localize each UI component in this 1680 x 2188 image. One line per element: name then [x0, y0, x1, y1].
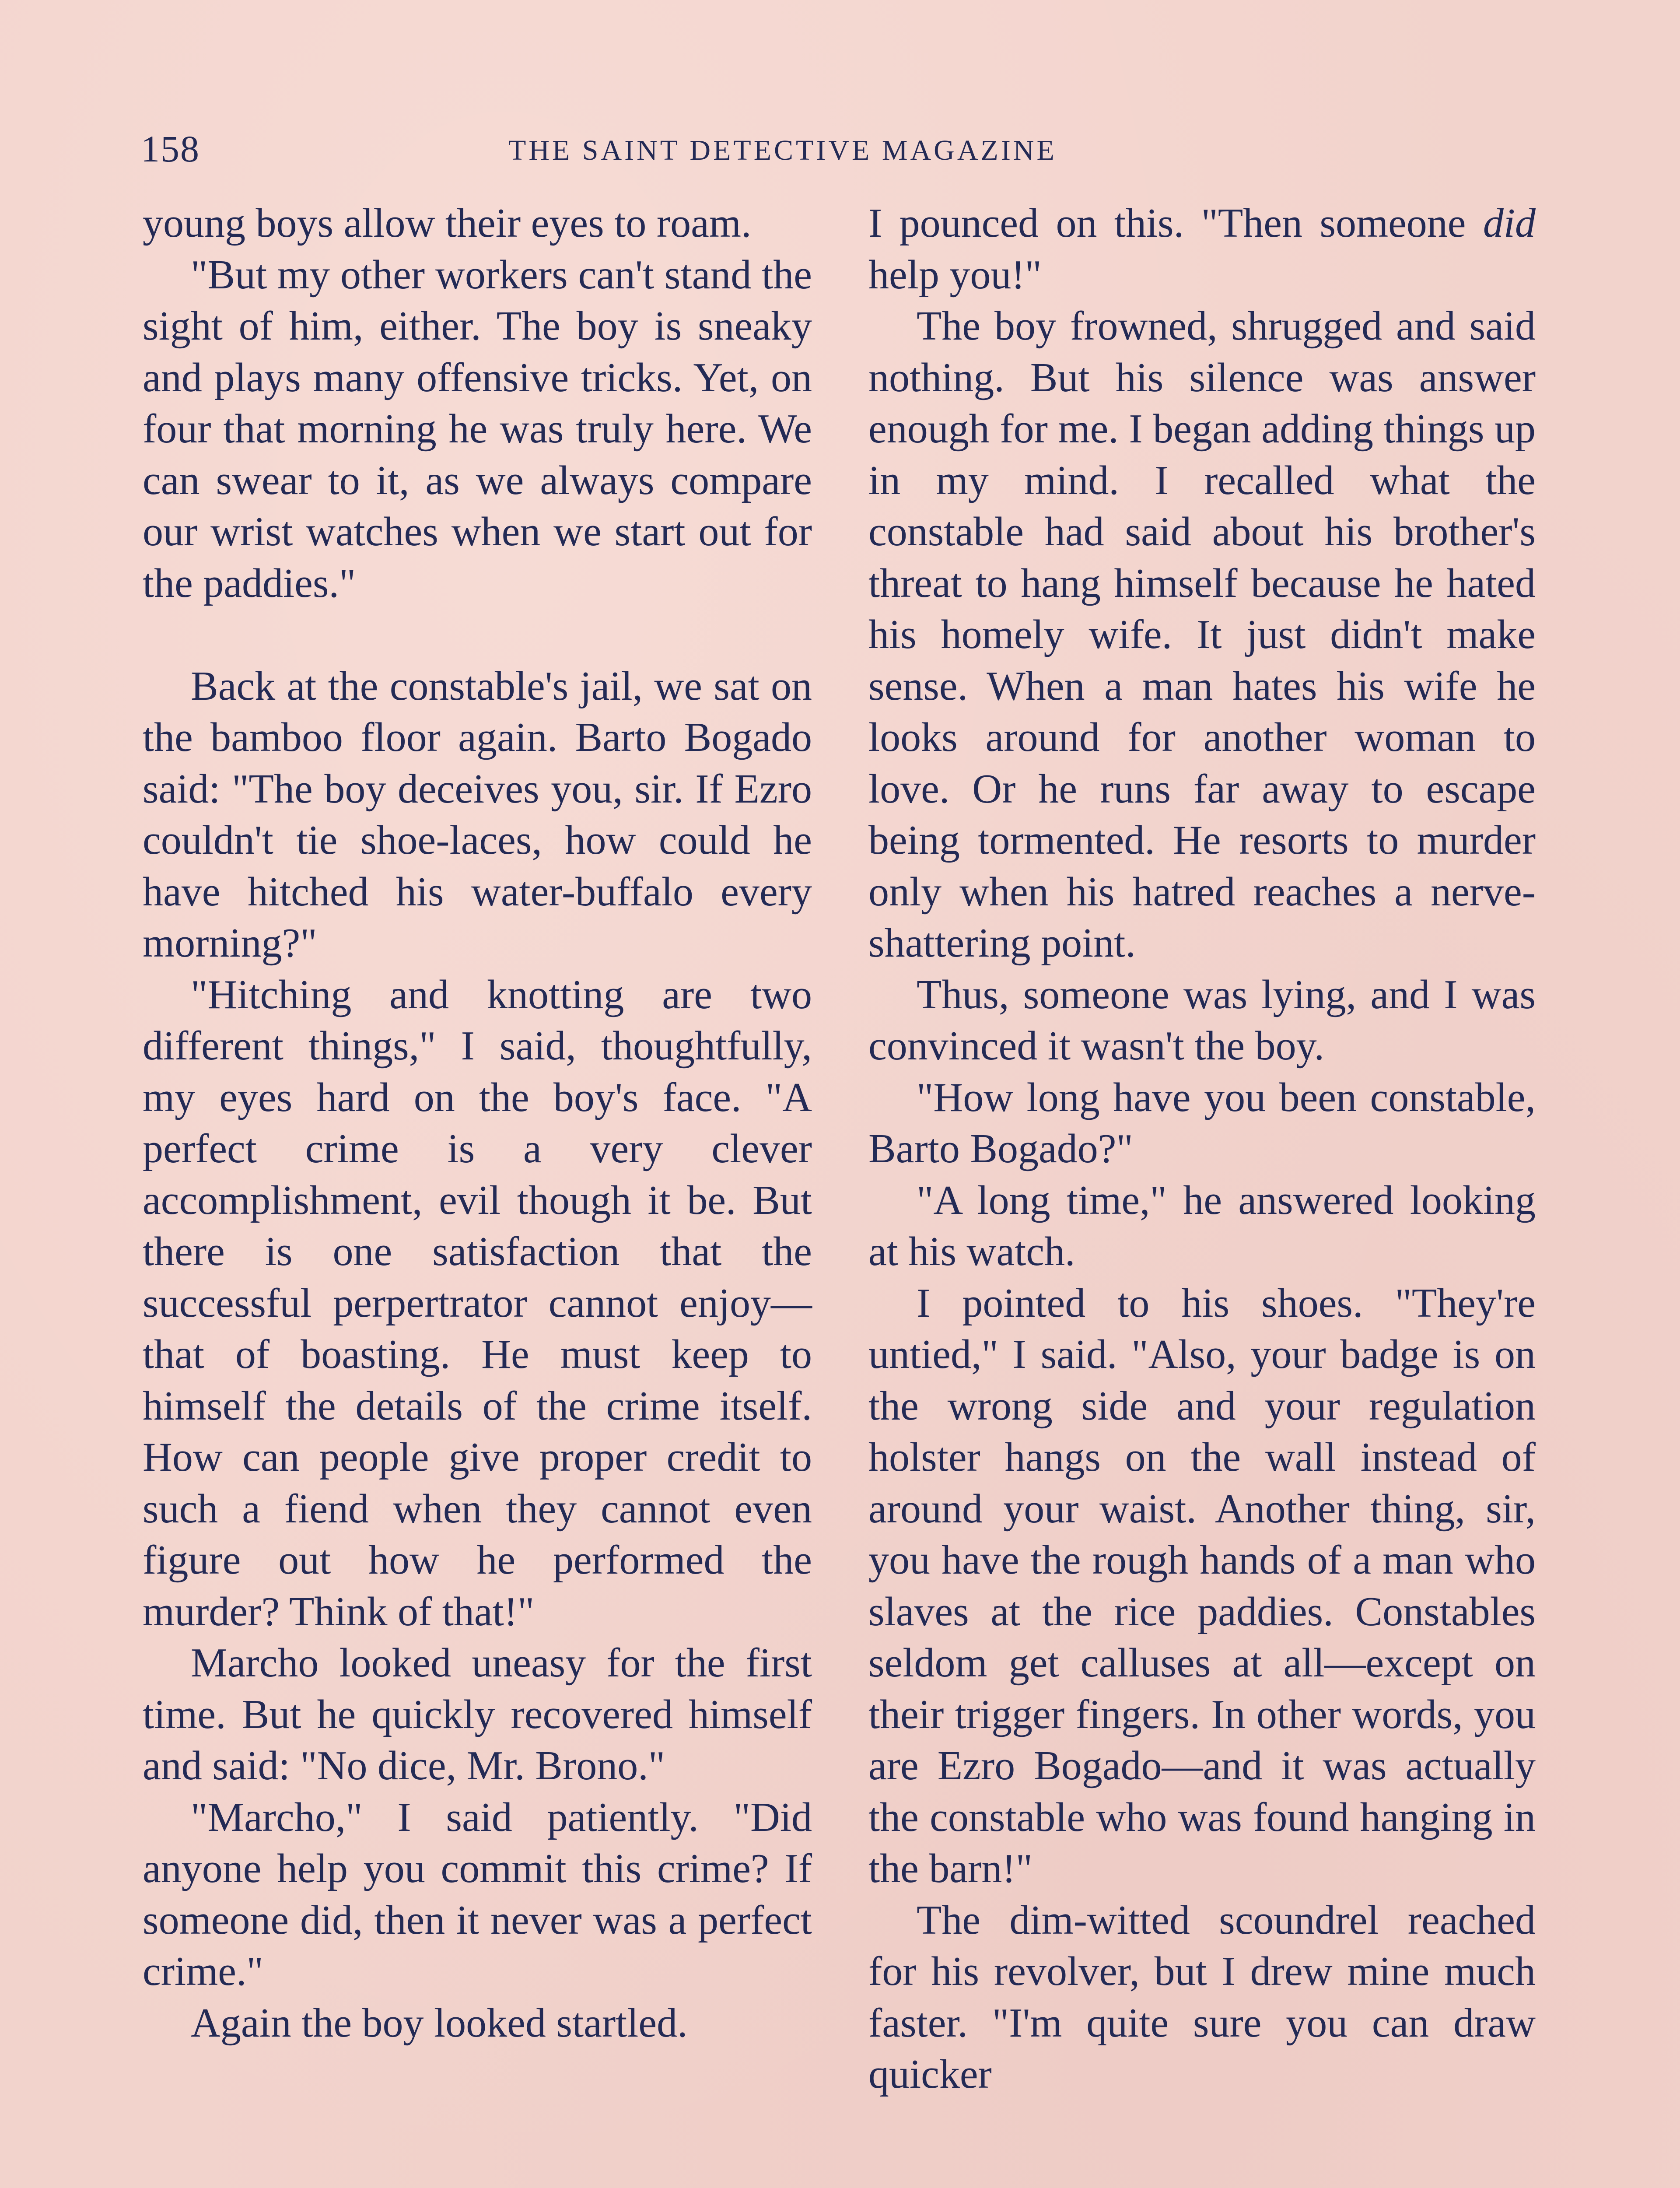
- paragraph: The dim-witted scoundrel reached for his revolver, but I drew mine much faster. "I'm quite sure you can draw quicker: [868, 1897, 1536, 2097]
- paragraph: I pointed to his shoes. "They're untied," I said. "Also, your badge is on the wrong side and your regulation holster hangs on the wall instead of around your waist. Another thing, sir, you have the rough hands of a man who slaves at the rice paddies. Constables seldom get calluses at all—except on their trigger fingers. In other words, you are Ezro Bogado—and it was actually the constable who was found hanging in the barn!": [868, 1280, 1536, 1891]
- paragraph: "A long time," he answered looking at his watch.: [868, 1177, 1536, 1274]
- magazine-title: THE SAINT DETECTIVE MAGAZINE: [508, 134, 1057, 166]
- paragraph: Thus, someone was lying, and I was convinced it wasn't the boy.: [868, 971, 1536, 1069]
- paragraph: "Hitching and knotting are two different things," I said, thoughtfully, my eyes hard on the boy's face. "A perfect crime is a very clever accomplishment, evil though it be. But there is one satisfaction that the successful perpertrator cannot enjoy—that of boasting. He must keep to himself the details of the crime itself. How can people give proper credit to such a fiend when they cannot even figure out how he performed the murder? Think of that!": [143, 971, 812, 1634]
- paragraph: [868, 198, 1536, 301]
- paragraph: Marcho looked uneasy for the first time. But he quickly recovered himself and said: "No dice, Mr. Brono.": [143, 1640, 812, 1788]
- paragraph: "How long have you been constable, Barto Bogado?": [868, 1074, 1536, 1171]
- section-break: [143, 609, 812, 661]
- right-column: [868, 198, 1536, 2100]
- running-head: [141, 127, 1536, 175]
- left-column: [143, 198, 812, 2049]
- emphasis-text: did: [1483, 200, 1536, 246]
- page-number: 158: [141, 128, 200, 170]
- paragraph: young boys allow their eyes to roam.: [143, 200, 752, 246]
- paragraph-text: help you!": [868, 252, 1042, 298]
- paragraph: Back at the constable's jail, we sat on the bamboo floor again. Barto Bogado said: "The boy deceives you, sir. If Ezro couldn't tie shoe-laces, how could he have hitched his water-buffalo every morning?": [143, 663, 812, 966]
- paragraph: The boy frowned, shrugged and said nothing. But his silence was answer enough for me. I began adding things up in my mind. I recalled what the constable had said about his brother's threat to hang himself because he hated his homely wife. It just didn't make sense. When a man hates his wife he looks around for another woman to love. Or he runs far away to escape being tormented. He resorts to murder only when his hatred reaches a nerve-shattering point.: [868, 303, 1536, 966]
- paragraph-text: I pounced on this. "Then someone: [868, 200, 1483, 246]
- paragraph: "Marcho," I said patiently. "Did anyone help you commit this crime? If someone did, then it never was a perfect crime.": [143, 1794, 812, 1994]
- paragraph: Again the boy looked startled.: [191, 2000, 688, 2046]
- paragraph: "But my other workers can't stand the sight of him, either. The boy is sneaky and plays many offensive tricks. Yet, on four that morning he was truly here. We can swear to it, as we always compare our wrist watches when we start out for the paddies.": [143, 252, 812, 606]
